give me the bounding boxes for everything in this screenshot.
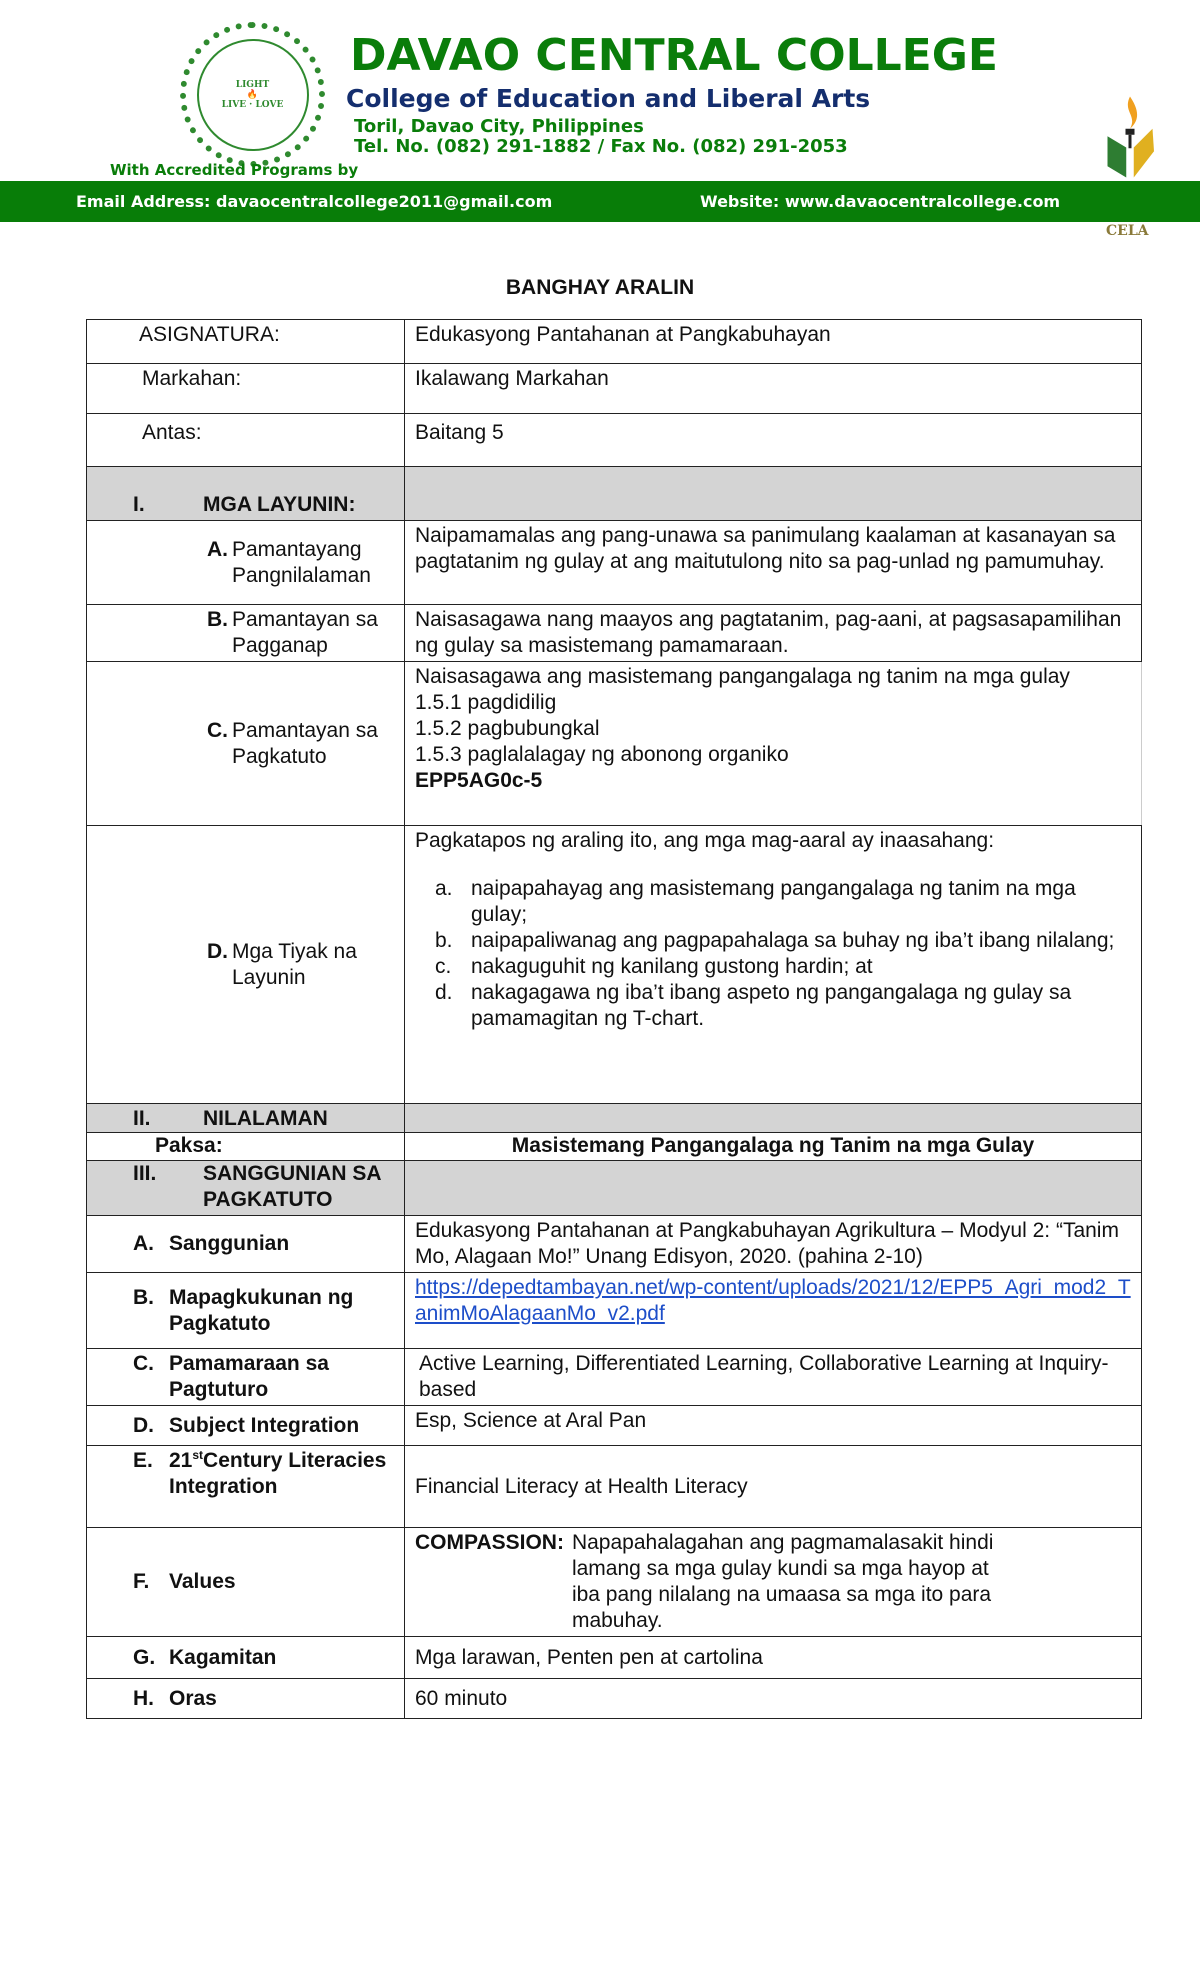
- competency-line: 1.5.1 pagdidilig: [415, 691, 557, 714]
- list-item: [435, 876, 1131, 928]
- competency-line: 1.5.2 pagbubungkal: [415, 717, 600, 740]
- row-label: Pamamaraan sa Pagtuturo: [169, 1352, 329, 1401]
- competency-line: Naisasagawa ang masistemang pangangalaga ng tanim na mga gulay: [415, 665, 1070, 688]
- competency-code: EPP5AG0c-5: [415, 769, 543, 792]
- document-title: BANGHAY ARALIN: [505, 276, 695, 299]
- row-label: Pamantayan sa Pagganap: [232, 608, 378, 657]
- list-marker: a.: [435, 877, 453, 900]
- lesson-plan-table: [86, 319, 1142, 1719]
- row-label: Markahan:: [87, 364, 405, 414]
- table-row: [87, 1216, 1142, 1273]
- item-key: C.: [133, 1352, 154, 1375]
- letterhead: [0, 0, 1200, 240]
- table-row: [87, 1273, 1142, 1349]
- label-sup: st: [192, 1448, 204, 1462]
- cela-logo: [1100, 95, 1160, 179]
- item-key: B.: [133, 1285, 154, 1309]
- objectives-list: [415, 876, 1131, 1032]
- row-value: Financial Literacy at Health Literacy: [405, 1446, 1142, 1528]
- section-header-row: [87, 1104, 1142, 1133]
- table-row: [87, 1406, 1142, 1446]
- list-text: naipapahayag ang masistemang pangangalaga ng tanim na mga gulay;: [471, 877, 1076, 926]
- list-text: naipapaliwanag ang pagpapahalaga sa buhay ng iba’t ibang nilalang;: [471, 929, 1115, 952]
- row-value: [405, 1528, 1142, 1637]
- row-value: Naisasagawa nang maayos ang pagtatanim, pag-aani, at pagsasapamilihan ng gulay sa masistemang pamamaraan.: [405, 605, 1142, 662]
- row-value: Edukasyong Pantahanan at Pangkabuhayan Agrikultura – Modyul 2: “Tanim Mo, Alagaan Mo!” Unang Edisyon, 2020. (pahina 2-10): [405, 1216, 1142, 1273]
- list-item: [435, 980, 1131, 1032]
- row-value: 60 minuto: [405, 1679, 1142, 1719]
- table-row: [87, 1528, 1142, 1637]
- list-item: [435, 954, 1131, 980]
- section-header-row: [87, 467, 1142, 521]
- email-address: Email Address: davaocentralcollege2011@gmail.com: [76, 192, 553, 211]
- table-row: [87, 414, 1142, 467]
- row-label: ASIGNATURA:: [87, 320, 405, 364]
- item-key: A.: [207, 537, 228, 561]
- list-marker: b.: [435, 929, 453, 952]
- item-key: D.: [207, 939, 228, 963]
- item-key: B.: [207, 608, 228, 631]
- cela-logo-text: CELA: [1106, 223, 1149, 239]
- list-marker: c.: [435, 955, 452, 978]
- label-part: 21: [169, 1449, 193, 1472]
- row-label: Paksa:: [87, 1133, 405, 1161]
- accredited-text: With Accredited Programs by: [110, 161, 359, 179]
- college-contact: [354, 117, 848, 157]
- college-seal-logo: LIGHT 🔥 LIVE · LOVE: [180, 22, 325, 167]
- row-label: [169, 1448, 394, 1500]
- item-key: F.: [133, 1570, 150, 1593]
- row-label: Values: [169, 1570, 236, 1593]
- list-text: nakaguguhit ng kanilang gustong hardin; at: [471, 955, 873, 978]
- row-value: Mga larawan, Penten pen at cartolina: [405, 1637, 1142, 1679]
- table-row: [87, 1637, 1142, 1679]
- item-key: C.: [207, 718, 228, 742]
- value-label: COMPASSION:: [415, 1531, 564, 1554]
- table-row: [87, 662, 1142, 826]
- address: Toril, Davao City, Philippines: [354, 116, 644, 137]
- row-label: Mga Tiyak na Layunin: [232, 939, 357, 989]
- contact-bar: [0, 181, 1200, 222]
- section-number: I.: [133, 493, 145, 516]
- row-value: Baitang 5: [405, 414, 1142, 467]
- section-title: NILALAMAN: [203, 1107, 328, 1130]
- website: Website: www.davaocentralcollege.com: [700, 192, 1061, 211]
- item-key: H.: [133, 1686, 154, 1710]
- table-row: [87, 364, 1142, 414]
- department-name: College of Education and Liberal Arts: [346, 84, 871, 113]
- table-row: [87, 521, 1142, 605]
- list-marker: d.: [435, 981, 453, 1004]
- row-label: Oras: [169, 1686, 217, 1710]
- row-value: Esp, Science at Aral Pan: [405, 1406, 1142, 1446]
- value-text: Napapahalagahan ang pagmamalasakit hindi lamang sa mga gulay kundi sa mga hayop at iba pang nilalang na umaasa sa mga ito para mabuhay.: [571, 1531, 994, 1632]
- row-label: Sanggunian: [169, 1232, 290, 1255]
- row-value: Active Learning, Differentiated Learning, Collaborative Learning at Inquiry-based: [405, 1349, 1142, 1406]
- row-value: Edukasyong Pantahanan at Pangkabuhayan: [405, 320, 1142, 364]
- objectives-intro: Pagkatapos ng araling ito, ang mga mag-aaral ay inaasahang:: [415, 829, 995, 852]
- topic-value: Masistemang Pangangalaga ng Tanim na mga Gulay: [405, 1133, 1142, 1161]
- competency-line: 1.5.3 paglalalagay ng abonong organiko: [415, 743, 789, 766]
- table-row: [87, 1446, 1142, 1528]
- row-value: Naipamamalas ang pang-unawa sa panimulang kaalaman at kasanayan sa pagtatanim ng gulay at ang maitutulong nito sa pag-unlad ng pamumuhay.: [405, 521, 1142, 605]
- table-row: [87, 1133, 1142, 1161]
- table-row: [87, 605, 1142, 662]
- phone: Tel. No. (082) 291-1882 / Fax No. (082) 291-2053: [354, 136, 848, 157]
- row-label: Kagamitan: [169, 1645, 277, 1669]
- row-label: Subject Integration: [169, 1413, 360, 1437]
- resource-link[interactable]: https://depedtambayan.net/wp-content/uploads/2021/12/EPP5_Agri_mod2_TanimMoAlagaanMo_v2.pdf: [415, 1276, 1131, 1325]
- section-title: SANGGUNIAN SA PAGKATUTO: [203, 1162, 381, 1211]
- row-value: Ikalawang Markahan: [405, 364, 1142, 414]
- list-item: [435, 928, 1131, 954]
- item-key: D.: [133, 1413, 154, 1437]
- table-row: [87, 826, 1142, 1104]
- section-header-row: [87, 1161, 1142, 1216]
- label-part: Century Literacies Integration: [169, 1449, 387, 1498]
- table-row: [87, 1349, 1142, 1406]
- list-text: nakagagawa ng iba’t ibang aspeto ng pangangalaga ng gulay sa pamamagitan ng T-chart.: [471, 981, 1072, 1030]
- section-number: II.: [133, 1107, 151, 1130]
- table-row: [87, 320, 1142, 364]
- item-key: E.: [133, 1449, 153, 1472]
- section-number: III.: [133, 1162, 157, 1185]
- row-label: Mapagkukunan ng Pagkatuto: [169, 1285, 354, 1335]
- row-value: [405, 662, 1142, 826]
- college-name: DAVAO CENTRAL COLLEGE: [350, 30, 998, 81]
- item-key: A.: [133, 1232, 154, 1255]
- row-label: Antas:: [87, 414, 405, 467]
- row-value: [405, 826, 1142, 1104]
- row-label: Pamantayang Pangnilalaman: [232, 537, 371, 587]
- section-title: MGA LAYUNIN:: [203, 493, 356, 516]
- table-row: [87, 1679, 1142, 1719]
- row-label: Pamantayan sa Pagkatuto: [232, 718, 378, 768]
- item-key: G.: [133, 1645, 156, 1669]
